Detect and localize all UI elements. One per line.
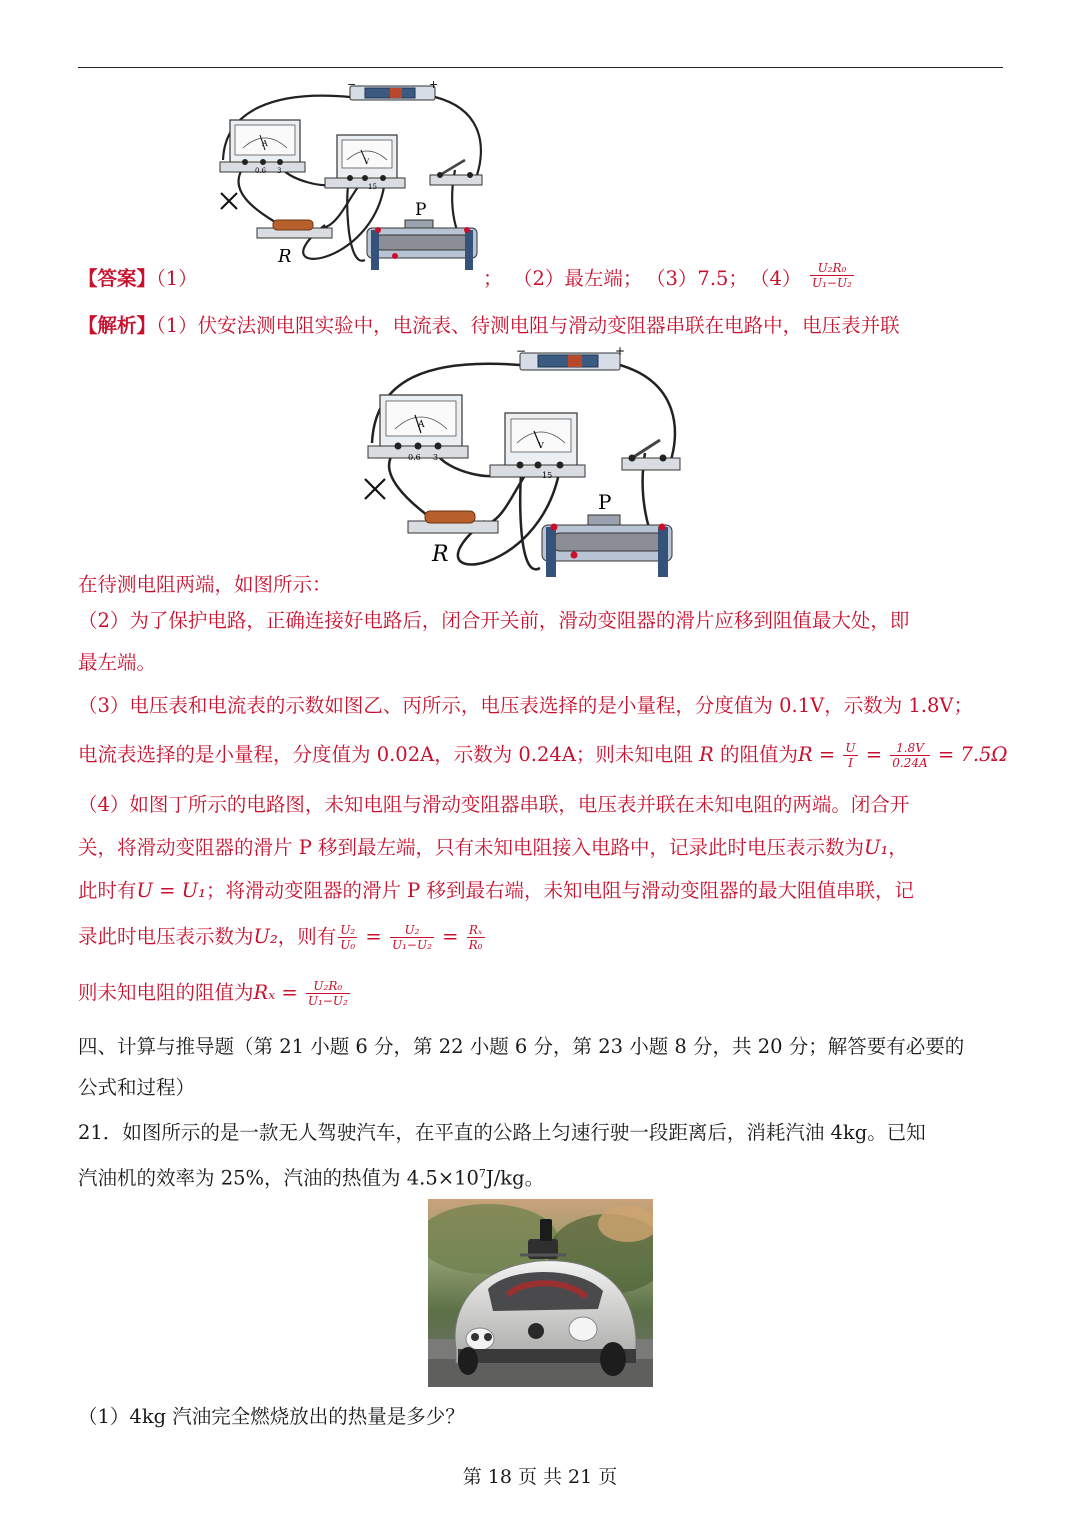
answer-part4: （4） [750, 267, 802, 290]
analysis-p3-frac-2 [890, 741, 929, 770]
battery-plus-label: + [429, 80, 439, 91]
section4-line2: 公式和过程） [78, 1076, 196, 1099]
answer-tag: 【答案】 [78, 267, 157, 290]
analysis-p3-eq-lhs: R = [798, 743, 842, 766]
analysis-p1-line2: 在待测电阻两端，如图所示： [78, 573, 332, 596]
ammeter-2-scale-3: 3 [433, 453, 439, 462]
resistor-2-label: R [432, 542, 449, 567]
answer-fraction [810, 261, 854, 290]
p3-f2-num: 1.8V [890, 741, 929, 756]
voltmeter-letter: V [364, 158, 370, 166]
slider-label: P [415, 200, 427, 220]
p3-f2-den: 0.24A [892, 756, 928, 770]
analysis-p4-line5-lhs: Rₓ = [253, 981, 304, 1004]
analysis-p4-line4-b: ，则有 [277, 925, 337, 948]
self-driving-car-photo [428, 1199, 653, 1387]
analysis-p4-line3 [78, 876, 1003, 906]
analysis-line-1 [78, 311, 1003, 341]
p4-f4-den: U₁−U₂ [307, 994, 348, 1008]
circuit-diagram-analysis [360, 343, 690, 588]
answer-part3: （3）7.5； [646, 267, 748, 290]
analysis-p1-line1: （1）伏安法测电阻实验中，电流表、待测电阻与滑动变阻器串联在电路中，电压表并联 [156, 314, 900, 337]
page-footer: 第 18 页 共 21 页 [462, 1466, 618, 1488]
voltmeter-scale-15: 15 [368, 183, 377, 191]
analysis-p4-line4-U2: U₂ [253, 925, 278, 948]
rheostat [367, 200, 477, 270]
answer-part2: （2）最左端； [513, 267, 643, 290]
p4-f2-num: U₂ [390, 923, 434, 938]
analysis-p2-line1: （2）为了保护电路，正确连接好电路后，闭合开关前，滑动变阻器的滑片应移到阻值最大处，即 [78, 609, 910, 632]
analysis-p4-line2-b: ， [888, 836, 908, 859]
p3-f1-den: I [848, 756, 853, 770]
battery [347, 80, 438, 100]
analysis-tag: 【解析】 [78, 314, 157, 337]
p3-f1-num: U [845, 741, 856, 755]
p4-f3-num: Rₓ [467, 923, 485, 938]
analysis-p3-line2-a: 电流表选择的是小量程，分度值为 0.02A，示数为 0.24A；则未知电阻 [78, 743, 700, 766]
analysis-p4-line3-b: ；将滑动变阻器的滑片 P 移到最右端，未知电阻与滑动变阻器的最大阻值串联，记 [205, 879, 914, 902]
analysis-p4-line5 [78, 978, 1003, 1008]
analysis-p3-line2: 电流表选择的是小量程，分度值为 0.02A，示数为 0.24A；则未知电阻 R 的阻值为R = $\frac{U}{I}$ = $\frac{1.8V}{0.24A}$ = 7.5Ω [78, 741, 1008, 770]
analysis-p4-line4-a: 录此时电压表示数为 [78, 925, 254, 948]
ammeter-letter: A [262, 139, 268, 148]
analysis-p4-line3-a: 此时有 [78, 879, 137, 902]
analysis-p3-frac-1 [843, 741, 857, 770]
q21-line2-b: J/kg。 [485, 1166, 545, 1190]
answer-sep: ； [483, 267, 503, 290]
voltmeter [325, 135, 405, 191]
answer-line [78, 261, 1003, 294]
answer-frac-num: U₂R₀ [810, 261, 854, 276]
analysis-p4-line3-eq: U = U₁ [136, 879, 206, 902]
analysis-p4-line1: （4）如图丁所示的电路图，未知电阻与滑动变阻器串联，电压表并联在未知电阻的两端。闭合开 [78, 793, 910, 816]
battery-2-plus-label: + [615, 344, 626, 358]
p4-f3-den: R₀ [468, 938, 483, 952]
ammeter-scale-3: 3 [277, 167, 282, 175]
voltmeter-2-scale-15: 15 [542, 471, 553, 480]
analysis-p4-line4: 录此时电压表示数为U₂，则有 $\frac{\text{U₂}}{\text{U₀}}$ = $\frac{\text{U₂}}{\text{U₁−U₂}}$ = $\frac{\text{Rₓ}}{\text{R₀}}$ [78, 923, 483, 952]
ammeter-scale-06: 0.6 [255, 167, 267, 175]
answer-frac-den: U₁−U₂ [812, 276, 852, 290]
q21-line1: 21．如图所示的是一款无人驾驶汽车，在平直的公路上匀速行驶一段距离后，消耗汽油 4kg。已知 [78, 1121, 926, 1144]
circuit-diagram-answer [215, 80, 490, 280]
q21-line2-a: 汽油机的效率为 25%，汽油的热值为 4.5×10 [78, 1166, 479, 1190]
q21-line2-sup: 7 [478, 1167, 486, 1180]
battery-2-minus-label: − [516, 344, 527, 358]
p4-f2-den: U₁−U₂ [391, 938, 432, 952]
p4-f1-den: U₀ [340, 938, 356, 952]
answer-part1: （1） [156, 267, 198, 290]
resistor-label: R [278, 246, 292, 267]
switch [430, 160, 482, 185]
section4-line1: 四、计算与推导题（第 21 小题 6 分，第 22 小题 6 分，第 23 小题 8 分，共 20 分；解答要有必要的 [78, 1035, 965, 1058]
slider-2-label: P [598, 490, 612, 514]
ammeter-2-scale-06: 0.6 [408, 453, 421, 462]
cross-mark [221, 193, 237, 209]
analysis-p2-line2: 最左端。 [78, 651, 157, 674]
battery-minus-label: − [347, 80, 357, 91]
rheostat-2 [542, 490, 672, 577]
analysis-p4-line2-a: 关，将滑动变阻器的滑片 P 移到最左端，只有未知电阻接入电路中，记录此时电压表示数为 [78, 836, 865, 859]
analysis-p3-line2-b: 的阻值为 [713, 743, 798, 766]
resistor-2 [408, 511, 498, 567]
cross-mark-2 [365, 479, 385, 499]
analysis-p3-eq-rhs: = 7.5Ω [931, 743, 1008, 766]
analysis-p3-line1: （3）电压表和电流表的示数如图乙、丙所示，电压表选择的是小量程，分度值为 0.1V，示数为 1.8V； [78, 694, 973, 717]
ammeter-2 [368, 395, 468, 462]
analysis-p3-line2-R: R [699, 743, 714, 766]
analysis-p4-frac-4 [306, 979, 350, 1008]
p4-f4-num: U₂R₀ [306, 979, 350, 994]
analysis-p4-frac-2 [390, 923, 434, 952]
analysis-p4-line5-a: 则未知电阻的阻值为 [78, 981, 254, 1004]
analysis-p4-frac-1 [338, 923, 357, 952]
analysis-p4-frac-3 [467, 923, 485, 952]
p4-f1-num: U₂ [340, 923, 356, 937]
analysis-p4-line2-U1: U₁ [864, 836, 889, 859]
q21-sub1: （1）4kg 汽油完全燃烧放出的热量是多少？ [78, 1405, 465, 1428]
q21-line2 [78, 1159, 1003, 1194]
ammeter-2-letter: A [418, 420, 425, 430]
header-rule [78, 67, 1003, 68]
analysis-p4-line2 [78, 833, 1003, 863]
ammeter [220, 120, 305, 175]
battery-2 [516, 344, 625, 370]
voltmeter-2-letter: V [538, 441, 544, 450]
voltmeter-2 [490, 413, 585, 480]
